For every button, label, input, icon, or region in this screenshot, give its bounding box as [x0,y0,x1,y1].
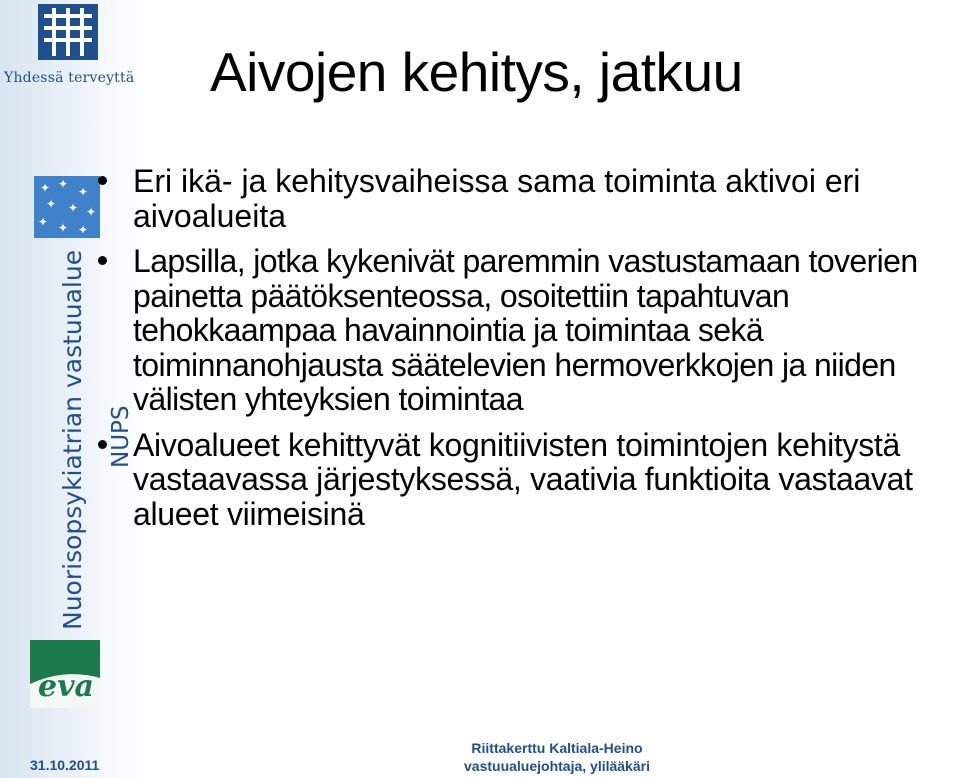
author-role: vastuualuejohtaja, ylilääkäri [464,758,650,774]
bullet-text: Lapsilla, jotka kykenivät paremmin vastustamaan toverien painetta päätöksenteossa, osoitettiin tapahtuvan tehokkaampaa havainnointia ja toimintaa sekä toiminnanohjausta säätelevien hermoverkkojen ja niiden välisten yhteyksien toimintaa [133,243,918,417]
author-name: Riittakerttu Kaltiala-Heino [471,740,643,756]
svg-text:✦: ✦ [46,197,57,211]
hospital-district-logo-icon [38,4,98,60]
footer-author [452,739,662,775]
bullet-dot-icon [98,256,107,265]
stars-decoration-icon [34,176,100,238]
unit-abbreviation-label: NUPS [108,405,134,468]
brand-slogan: Yhdessä terveyttä [4,70,135,86]
bullet-item [98,244,958,417]
footer-date: 31.10.2011 [30,757,100,773]
bullet-dot-icon [98,176,107,185]
bullet-dot-icon [98,440,107,449]
svg-text:✦: ✦ [40,181,51,195]
bullet-item [98,164,958,233]
unit-vertical-label: Nuorisopsykiatrian vastuualue [58,249,87,630]
bullet-text: Eri ikä- ja kehitysvaiheissa sama toiminta aktivoi eri aivoalueita [133,163,861,234]
bullet-text: Aivoalueet kehittyvät kognitiivisten toimintojen kehitystä vastaavassa järjestyksessä, vaativia funktioita vastaavat alueet viimeisinä [133,426,913,532]
slide-title: Aivojen kehitys, jatkuu [210,41,743,103]
eva-logo-icon [30,640,100,708]
svg-text:✦: ✦ [38,215,49,229]
svg-text:✦: ✦ [68,201,79,215]
eva-logo-text: eva [38,669,94,704]
bullet-list [98,164,958,542]
svg-text:✦: ✦ [78,223,89,237]
svg-text:✦: ✦ [78,185,89,199]
svg-text:✦: ✦ [86,205,97,219]
svg-text:✦: ✦ [58,177,69,191]
svg-text:✦: ✦ [58,221,69,235]
bullet-item [98,428,958,532]
